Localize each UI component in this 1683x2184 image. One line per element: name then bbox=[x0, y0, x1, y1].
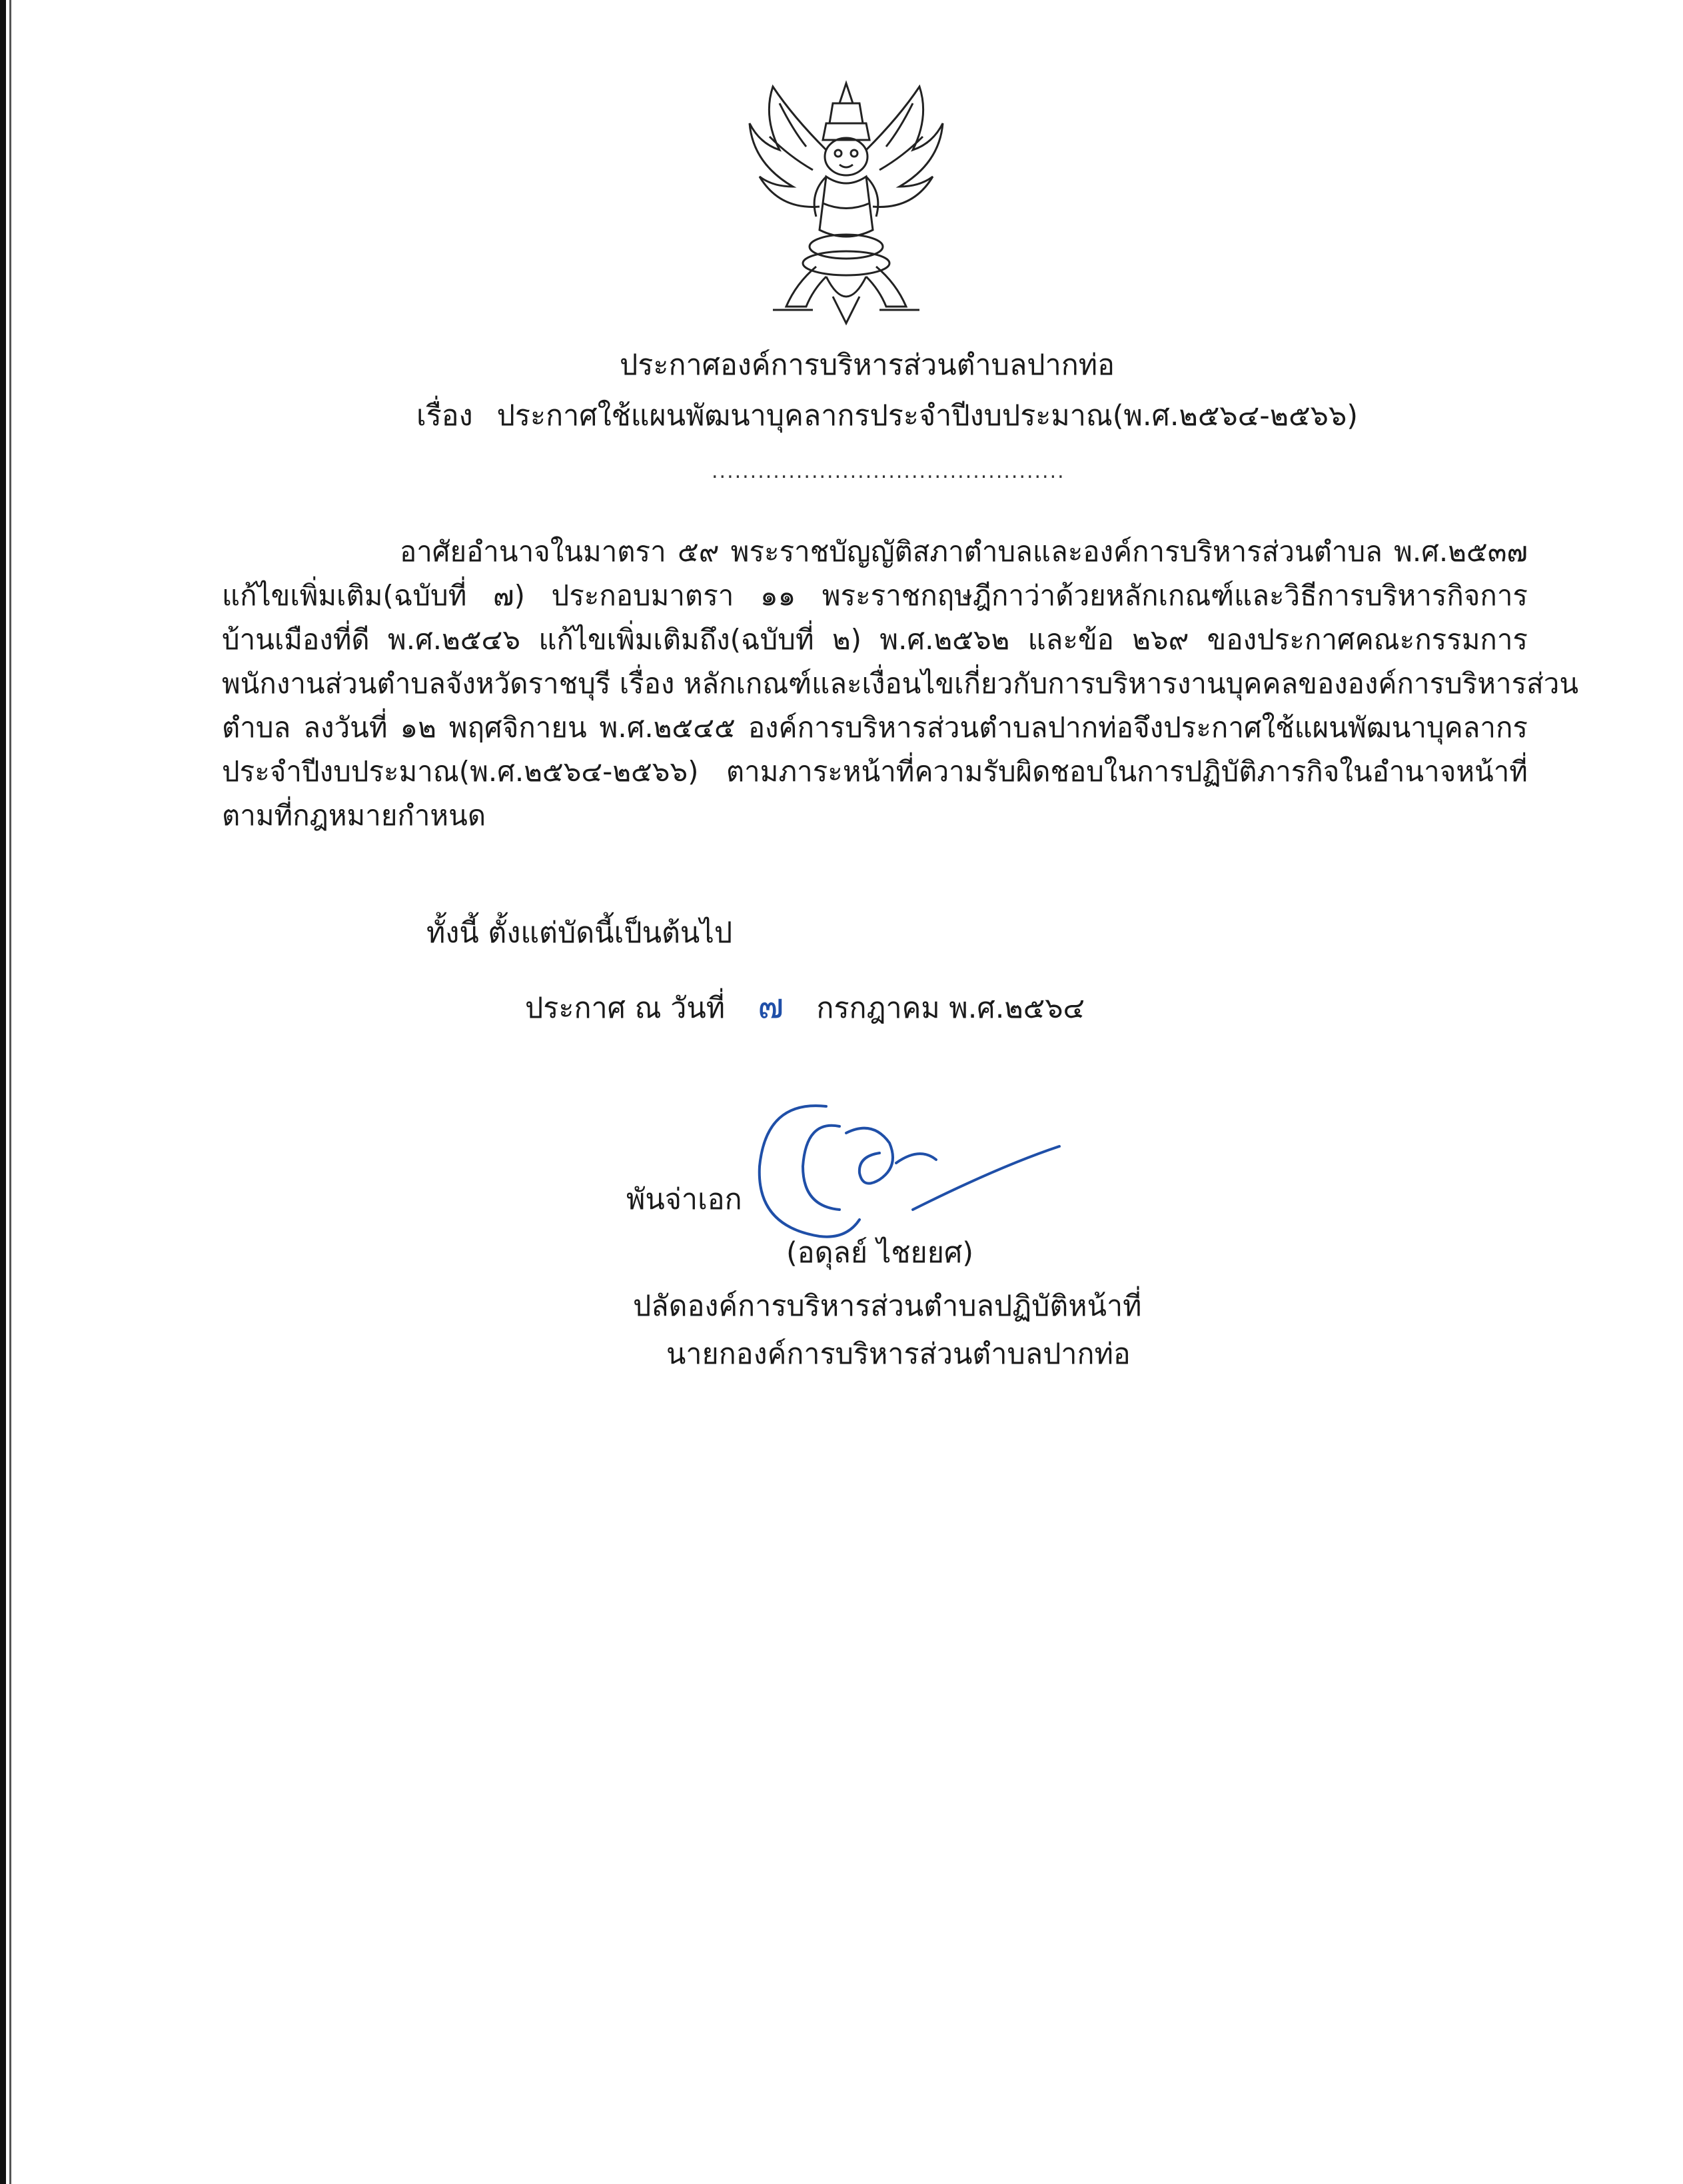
body-line-2: แก้ไขเพิ่มเติม(ฉบับที่ ๗) ประกอบมาตรา ๑๑ พระราชกฤษฎีกาว่าด้วยหลักเกณฑ์และวิธีการบริหารกิจการ bbox=[222, 579, 1528, 612]
garuda-emblem-icon bbox=[733, 77, 959, 330]
body-line-6: ประจำปีงบประมาณ(พ.ศ.๒๕๖๔-๒๕๖๖) ตามภาระหน้าที่ความรับผิดชอบในการปฏิบัติภารกิจในอำนาจหน้าที่ bbox=[222, 755, 1528, 788]
announce-prefix: ประกาศ ณ วันที่ bbox=[525, 992, 726, 1025]
announce-day: ๗ bbox=[758, 986, 784, 1026]
subject-text: ประกาศใช้แผนพัฒนาบุคลากรประจำปีงบประมาณ(พ.ศ.๒๕๖๔-๒๕๖๖) bbox=[496, 399, 1359, 433]
binding-edge-inner bbox=[9, 0, 11, 2184]
effective-clause: ทั้งนี้ ตั้งแต่บัดนี้เป็นต้นไป bbox=[426, 916, 733, 950]
signer-position-1: ปลัดองค์การบริหารส่วนตำบลปฏิบัติหน้าที่ bbox=[633, 1290, 1142, 1323]
body-line-1: อาศัยอำนาจในมาตรา ๕๙ พระราชบัญญัติสภาตำบลและองค์การบริหารส่วนตำบล พ.ศ.๒๕๓๗ bbox=[400, 535, 1528, 568]
body-line-4: พนักงานส่วนตำบลจังหวัดราชบุรี เรื่อง หลักเกณฑ์และเงื่อนไขเกี่ยวกับการบริหารงานบุคคลขององค์การบริหารส่วน bbox=[222, 667, 1579, 700]
document-subject bbox=[416, 397, 1358, 435]
body-line-5: ตำบล ลงวันที่ ๑๒ พฤศจิกายน พ.ศ.๒๕๔๕ องค์การบริหารส่วนตำบลปากท่อจึงประกาศใช้แผนพัฒนาบุคลากร bbox=[222, 711, 1528, 744]
document-title: ประกาศองค์การบริหารส่วนตำบลปากท่อ bbox=[620, 349, 1115, 382]
announcement-date bbox=[525, 988, 1085, 1027]
separator-dots: .............................................. bbox=[712, 460, 1065, 483]
signer-name: (อดุลย์ ไชยยศ) bbox=[786, 1236, 974, 1270]
announce-month-year: กรกฎาคม พ.ศ.๒๕๖๔ bbox=[816, 992, 1085, 1025]
body-line-3: บ้านเมืองที่ดี พ.ศ.๒๕๔๖ แก้ไขเพิ่มเติมถึง(ฉบับที่ ๒) พ.ศ.๒๕๖๒ และข้อ ๒๖๙ ของประกาศคณะกรรมการ bbox=[222, 623, 1528, 656]
binding-edge bbox=[0, 0, 6, 2184]
signer-rank: พันจ่าเอก bbox=[626, 1183, 742, 1216]
signer-position-2: นายกองค์การบริหารส่วนตำบลปากท่อ bbox=[666, 1338, 1131, 1371]
body-line-7: ตามที่กฎหมายกำหนด bbox=[222, 799, 486, 832]
subject-label: เรื่อง bbox=[416, 399, 473, 433]
